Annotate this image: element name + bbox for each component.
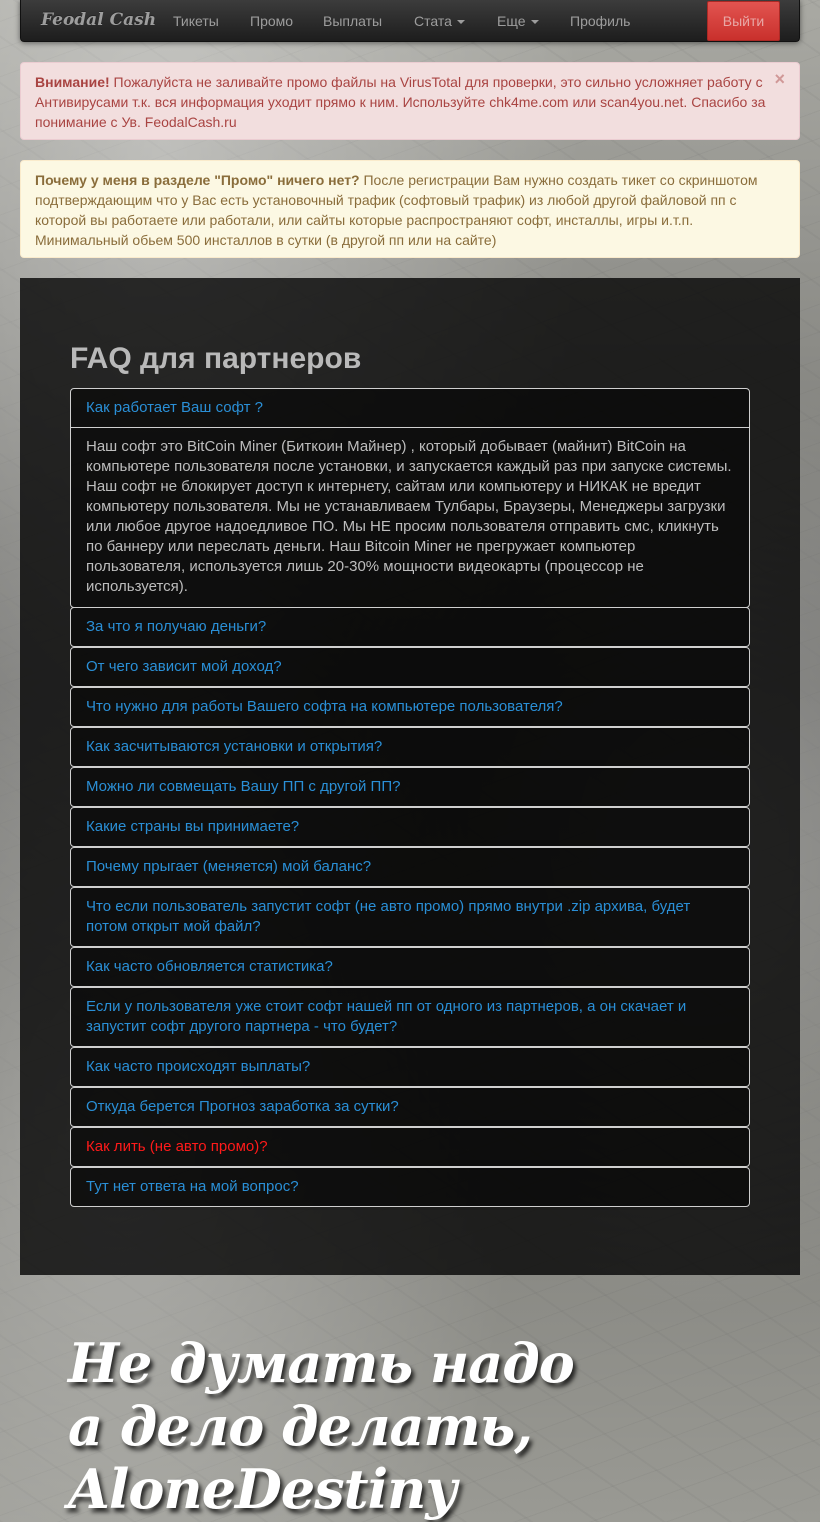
faq-question[interactable]: Можно ли совмещать Вашу ПП с другой ПП? (86, 778, 401, 795)
nav-item-more-dropdown[interactable] (497, 13, 539, 29)
faq-item[interactable] (70, 647, 750, 687)
faq-question[interactable]: Как засчитываются установки и открытия? (86, 738, 383, 755)
nav-item-promo[interactable]: Промо (250, 13, 294, 29)
faq-question[interactable]: За что я получаю деньги? (86, 618, 267, 635)
faq-item[interactable] (70, 807, 750, 847)
faq-question[interactable]: Что если пользователь запустит софт (не авто промо) прямо внутри .zip архива, будет потом открыт мой файл? (86, 898, 691, 935)
chevron-down-icon (457, 20, 465, 24)
faq-panel (20, 278, 800, 1275)
slogan-line: Не думать надо (68, 1331, 574, 1395)
nav-item-stats-dropdown[interactable] (414, 13, 465, 29)
faq-question[interactable]: Что нужно для работы Вашего софта на компьютере пользователя? (86, 698, 563, 715)
faq-question[interactable]: Какие страны вы принимаете? (86, 818, 300, 835)
alert-body-text: После регистрации Вам нужно создать тикет со скриншотом подтверждающим что у Вас есть установочный трафик (софтовый трафик) из любой другой файловой пп с которой вы работаете или работали, или сайты которые распространяют софт, инсталлы, игры и.т.п. Минимальный обьем 500 инсталлов в сутки (в другой пп или на сайте) (35, 172, 758, 248)
faq-item[interactable] (70, 1047, 750, 1087)
nav-item-tickets[interactable]: Тикеты (173, 13, 219, 29)
faq-question[interactable]: Как работает Ваш софт ? (86, 399, 263, 416)
close-icon[interactable]: × (774, 69, 785, 89)
brand-logo[interactable]: Feodal Cash (41, 10, 157, 30)
faq-item[interactable] (70, 1127, 750, 1167)
alert-strong-text: Почему у меня в разделе "Промо" ничего нет? (35, 172, 360, 188)
promo-info-alert (20, 160, 800, 258)
faq-question[interactable]: От чего зависит мой доход? (86, 658, 282, 675)
faq-item[interactable] (70, 987, 750, 1047)
faq-item[interactable] (70, 1087, 750, 1127)
alert-strong-text: Внимание! (35, 74, 110, 90)
virustotal-warning-alert (20, 62, 800, 140)
nav-item-stats-label: Стата (414, 13, 452, 29)
faq-item[interactable] (70, 687, 750, 727)
faq-question[interactable]: Тут нет ответа на мой вопрос? (86, 1178, 299, 1195)
slogan-line: а дело делать, (68, 1394, 533, 1458)
chevron-down-icon (531, 20, 539, 24)
faq-item[interactable] (70, 607, 750, 647)
faq-question-highlighted[interactable]: Как лить (не авто промо)? (86, 1138, 268, 1155)
nav-item-more-label: Еще (497, 13, 526, 29)
alert-body-text: Пожалуйста не заливайте промо файлы на VirusTotal для проверки, это сильно усложняет работу с Антивирусами т.к. вся информация уходит прямо к ним. Используйте chk4me.com или scan4you.net. Спасибо за понимание с Ув. FeodalCash.ru (35, 74, 766, 130)
top-navbar (20, 0, 800, 42)
faq-item[interactable] (70, 1167, 750, 1207)
slogan-line: AloneDestiny (68, 1457, 456, 1521)
faq-item[interactable] (70, 847, 750, 887)
faq-item[interactable] (70, 767, 750, 807)
faq-question[interactable]: Если у пользователя уже стоит софт нашей пп от одного из партнеров, а он скачает и запустит софт другого партнера - что будет? (86, 998, 687, 1035)
nav-item-profile[interactable]: Профиль (570, 13, 631, 29)
faq-question[interactable]: Откуда берется Прогноз заработка за сутки? (86, 1098, 399, 1115)
faq-item[interactable] (70, 727, 750, 767)
faq-item[interactable] (70, 887, 750, 947)
faq-answer: Наш софт это BitCoin Miner (Биткоин Майнер) , который добывает (майнит) BitCoin на компьютере пользователя после установки, и запускается каждый раз при запуске системы. Наш софт не блокирует доступ к интернету, сайтам или компьютеру и НИКАК не вредит компьютеру пользователя. Мы не устанавливаем Тулбары, Браузеры, Менеджеры загрузки или любое другое надоедливое ПО. Мы НЕ просим пользователя отправить смс, кликнуть по баннеру или переслать деньги. Наш Bitcoin Miner не прегружает компьютер пользователя, используется лишь 20-30% мощности видеокарты (процессор не используется). (71, 427, 749, 607)
logout-button[interactable]: Выйти (707, 1, 780, 41)
faq-question[interactable]: Как часто происходят выплаты? (86, 1058, 311, 1075)
slogan-text (68, 1332, 574, 1521)
faq-question[interactable]: Как часто обновляется статистика? (86, 958, 333, 975)
nav-item-payouts[interactable]: Выплаты (323, 13, 383, 29)
faq-title: FAQ для партнеров (70, 342, 362, 375)
faq-item-expanded (70, 388, 750, 608)
faq-item[interactable] (70, 947, 750, 987)
faq-question[interactable]: Почему прыгает (меняется) мой баланс? (86, 858, 372, 875)
